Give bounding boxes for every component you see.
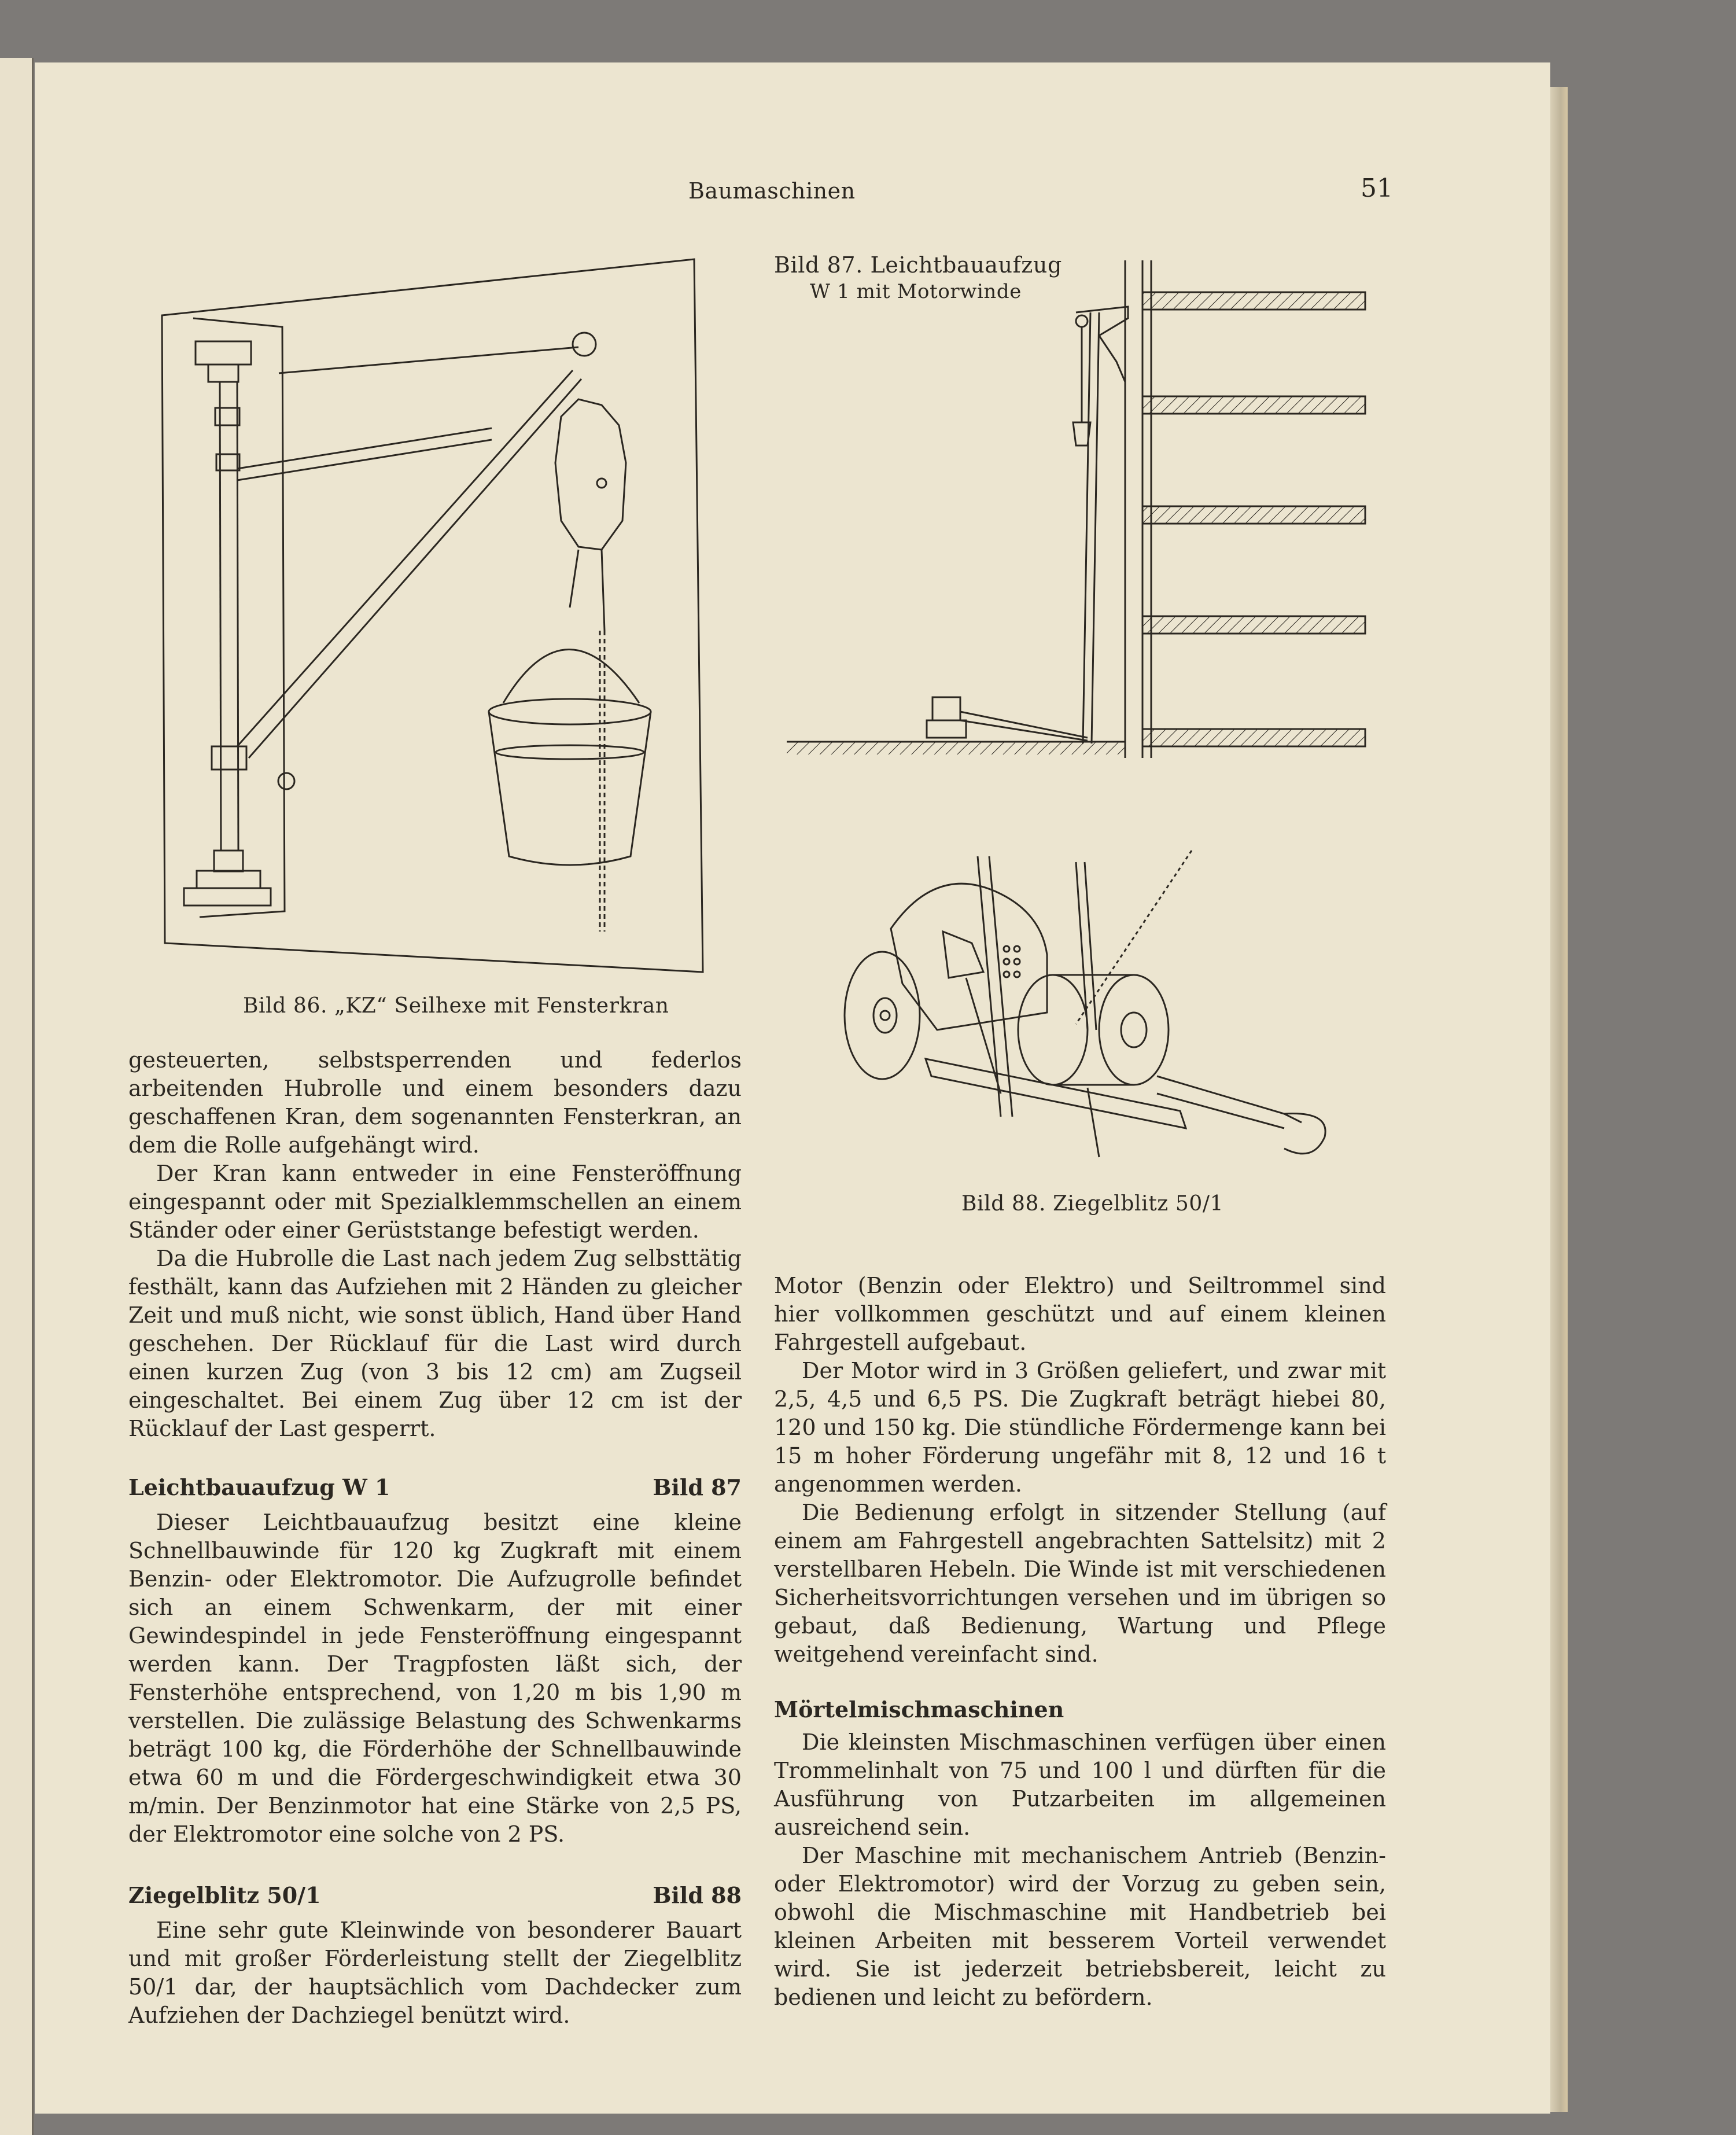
paragraph: Eine sehr gute Kleinwinde von besonderer Bauart und mit großer Förderleistung stellt der Ziegelblitz 50/1 dar, der hauptsächlich vom Dachdecker zum Aufziehen der Dachziegel benützt wird. [128, 1917, 742, 2028]
paragraph: Der Maschine mit mechanischem Antrieb (Benzin- oder Elektromotor) wird der Vorzug zu geben sein, obwohl die Mischmaschine mit Handbetrieb bei kleinen Arbeiten mit besserem Vorteil verwendet wird. Sie ist jederzeit betriebsbereit, leicht zu bedienen und leicht zu befördern. [774, 1843, 1386, 2010]
section-heading-ziegelblitz [128, 1881, 742, 1909]
left-column [128, 1046, 742, 2030]
section-heading-title: Leichtbauaufzug W 1 [128, 1474, 390, 1500]
running-header-title: Baumaschinen [688, 178, 856, 204]
paragraph: Motor (Benzin oder Elektro) und Seiltrommel sind hier vollkommen geschützt und auf einem kleinen Fahrgestell aufgebaut. [774, 1273, 1386, 1355]
paragraph: gesteuerten, selbstsperrenden und federlos arbeitenden Hubrolle und einem besonders dazu geschaffenen Kran, dem sogenannten Fensterkran, an dem die Rolle aufgehängt wird. [128, 1047, 742, 1158]
figure-87-caption-subtitle: W 1 mit Motorwinde [810, 280, 1022, 303]
right-column [774, 1272, 1386, 2012]
section-heading-leichtbauaufzug [128, 1473, 742, 1501]
section-heading-title: Ziegelblitz 50/1 [128, 1882, 321, 1908]
figure-reference: Bild 88 [653, 1882, 742, 1908]
paragraph: Der Kran kann entweder in eine Fensteröffnung eingespannt oder mit Spezialklemmschellen an einem Ständer oder einer Gerüststange befestigt werden. [128, 1161, 742, 1243]
figure-87-illustration [787, 249, 1377, 781]
page-stack-edge [1550, 87, 1568, 2112]
figure-86-illustration [156, 249, 712, 989]
paragraph: Die kleinsten Mischmaschinen verfügen über einen Trommelinhalt von 75 und 100 l und dürften für die Ausführung von Putzarbeiten im allgemeinen ausreichend sein. [774, 1729, 1386, 1840]
paragraph: Da die Hubrolle die Last nach jedem Zug selbsttätig festhält, kann das Aufziehen mit 2 Händen zu gleicher Zeit und muß nicht, wie sonst üblich, Hand über Hand geschehen. Der Rücklauf für die Last wird durch einen kurzen Zug (von 3 bis 12 cm) am Zugseil eingeschaltet. Bei einem Zug über 12 cm ist der Rücklauf der Last gesperrt. [128, 1246, 742, 1441]
figure-87-caption-title: Bild 87. Leichtbauaufzug [774, 252, 1062, 278]
paragraph: Dieser Leichtbauaufzug besitzt eine kleine Schnellbauwinde für 120 kg Zugkraft mit einem Benzin- oder Elektromotor. Die Aufzugrolle befindet sich an einem Schwenkarm, der mit einer Gewindespindel in jede Fensteröffnung eingespannt werden kann. Der Tragpfosten läßt sich, der Fensterhöhe entsprechend, von 1,20 m bis 1,90 m verstellen. Die zulässige Belastung des Schwenkarms beträgt 100 kg, die Förderhöhe der Schnellbauwinde etwa 60 m und die Fördergeschwindigkeit etwa 30 m/min. Der Benzinmotor hat eine Stärke von 2,5 PS, der Elektromotor eine solche von 2 PS. [128, 1510, 742, 1847]
paragraph: Die Bedienung erfolgt in sitzender Stellung (auf einem am Fahrgestell angebrachten Sattelsitz) mit 2 verstellbaren Hebeln. Die Winde ist mit verschiedenen Sicherheitsvorrichtungen versehen und im übrigen so gebaut, daß Bedienung, Wartung und Pflege weitgehend vereinfacht sind. [774, 1500, 1386, 1667]
figure-reference: Bild 87 [653, 1474, 742, 1500]
page-number: 51 [1361, 174, 1393, 203]
section-heading-moertelmischmaschinen: Mörtelmischmaschinen [774, 1696, 1064, 1722]
paragraph: Der Motor wird in 3 Größen geliefert, und zwar mit 2,5, 4,5 und 6,5 PS. Die Zugkraft beträgt hiebei 80, 120 und 150 kg. Die stündliche Fördermenge kann bei 15 m hoher Förderung ungefähr mit 8, 12 und 16 t angenommen werden. [774, 1358, 1386, 1497]
previous-page-edge [0, 58, 34, 2135]
figure-88-caption: Bild 88. Ziegelblitz 50/1 [961, 1192, 1224, 1216]
figure-88-illustration [833, 839, 1354, 1186]
figure-86-caption: Bild 86. „KZ“ Seilhexe mit Fensterkran [243, 994, 669, 1018]
